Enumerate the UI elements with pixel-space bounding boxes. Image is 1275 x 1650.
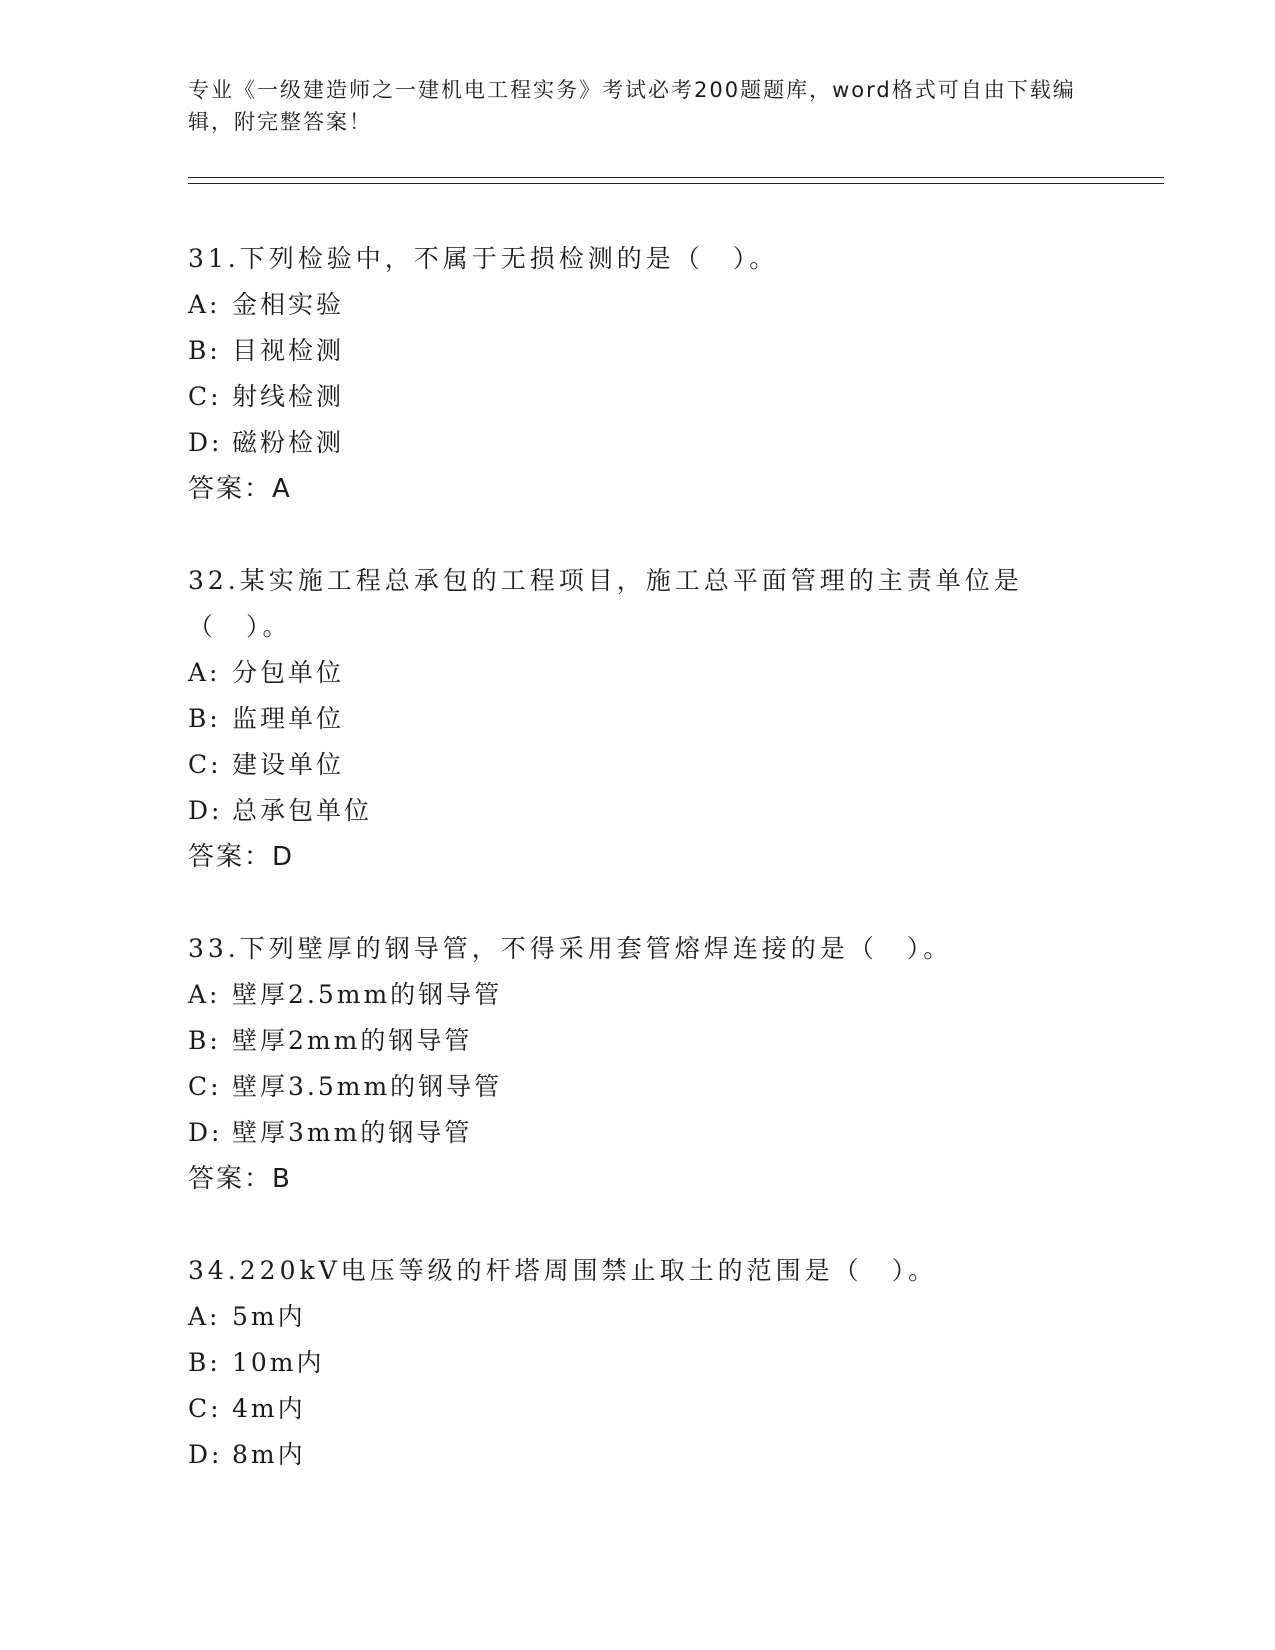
option-c: [188, 742, 1088, 788]
option-text: 磁粉检测: [232, 428, 345, 457]
option-letter: D:: [188, 428, 223, 457]
option-c: [188, 374, 1088, 420]
document-header: 专业《一级建造师之一建机电工程实务》考试必考200题题库，word格式可自由下载编辑，附完整答案！: [188, 78, 1076, 134]
question-stem: 31.下列检验中，不属于无损检测的是（ ）。: [188, 244, 779, 273]
option-d: [188, 1110, 1088, 1156]
option-letter: A:: [188, 980, 221, 1009]
option-letter: B:: [188, 336, 221, 365]
option-letter: C:: [188, 1072, 222, 1101]
option-text: 壁厚2.5mm的钢导管: [232, 980, 503, 1009]
option-letter: D:: [188, 1440, 223, 1469]
option-a: [188, 282, 1088, 328]
option-d: [188, 1432, 1088, 1478]
option-letter: C:: [188, 750, 222, 779]
option-d: [188, 788, 1088, 834]
option-text: 监理单位: [232, 704, 345, 733]
option-a: [188, 972, 1088, 1018]
option-b: [188, 1018, 1088, 1064]
option-text: 金相实验: [232, 290, 345, 319]
answer-line: 答案：A: [188, 474, 292, 504]
question-stem: 32.某实施工程总承包的工程项目，施工总平面管理的主责单位是（ ）。: [188, 566, 1023, 641]
option-letter: B:: [188, 1026, 221, 1055]
option-b: [188, 328, 1088, 374]
option-c: [188, 1064, 1088, 1110]
option-text: 总承包单位: [232, 796, 373, 825]
option-letter: A:: [188, 658, 221, 687]
question-stem: 33.下列壁厚的钢导管，不得采用套管熔焊连接的是（ ）。: [188, 934, 953, 963]
option-text: 壁厚3mm的钢导管: [232, 1118, 473, 1147]
answer-line: 答案：B: [188, 1164, 292, 1194]
option-letter: D:: [188, 796, 223, 825]
option-text: 建设单位: [232, 750, 345, 779]
option-text: 壁厚2mm的钢导管: [232, 1026, 473, 1055]
option-text: 8m内: [232, 1440, 306, 1469]
option-letter: C:: [188, 1394, 222, 1423]
option-letter: C:: [188, 382, 222, 411]
option-a: [188, 650, 1088, 696]
option-text: 10m内: [232, 1348, 325, 1377]
option-b: [188, 696, 1088, 742]
option-c: [188, 1386, 1088, 1432]
option-letter: D:: [188, 1118, 223, 1147]
option-b: [188, 1340, 1088, 1386]
question-32: [188, 558, 1088, 880]
option-text: 壁厚3.5mm的钢导管: [232, 1072, 503, 1101]
question-list: [188, 236, 1088, 1524]
option-text: 目视检测: [232, 336, 345, 365]
header-rule-bottom: [188, 183, 1164, 184]
option-letter: B:: [188, 1348, 221, 1377]
question-33: [188, 926, 1088, 1202]
option-text: 5m内: [232, 1302, 306, 1331]
answer-line: 答案：D: [188, 842, 295, 872]
header-rule-top: [188, 177, 1164, 178]
option-text: 射线检测: [232, 382, 345, 411]
question-stem: 34.220kV电压等级的杆塔周围禁止取土的范围是（ ）。: [188, 1256, 938, 1285]
option-a: [188, 1294, 1088, 1340]
option-text: 4m内: [232, 1394, 306, 1423]
question-34: [188, 1248, 1088, 1478]
option-letter: A:: [188, 290, 221, 319]
question-31: [188, 236, 1088, 512]
option-letter: B:: [188, 704, 221, 733]
option-text: 分包单位: [232, 658, 345, 687]
option-letter: A:: [188, 1302, 221, 1331]
option-d: [188, 420, 1088, 466]
